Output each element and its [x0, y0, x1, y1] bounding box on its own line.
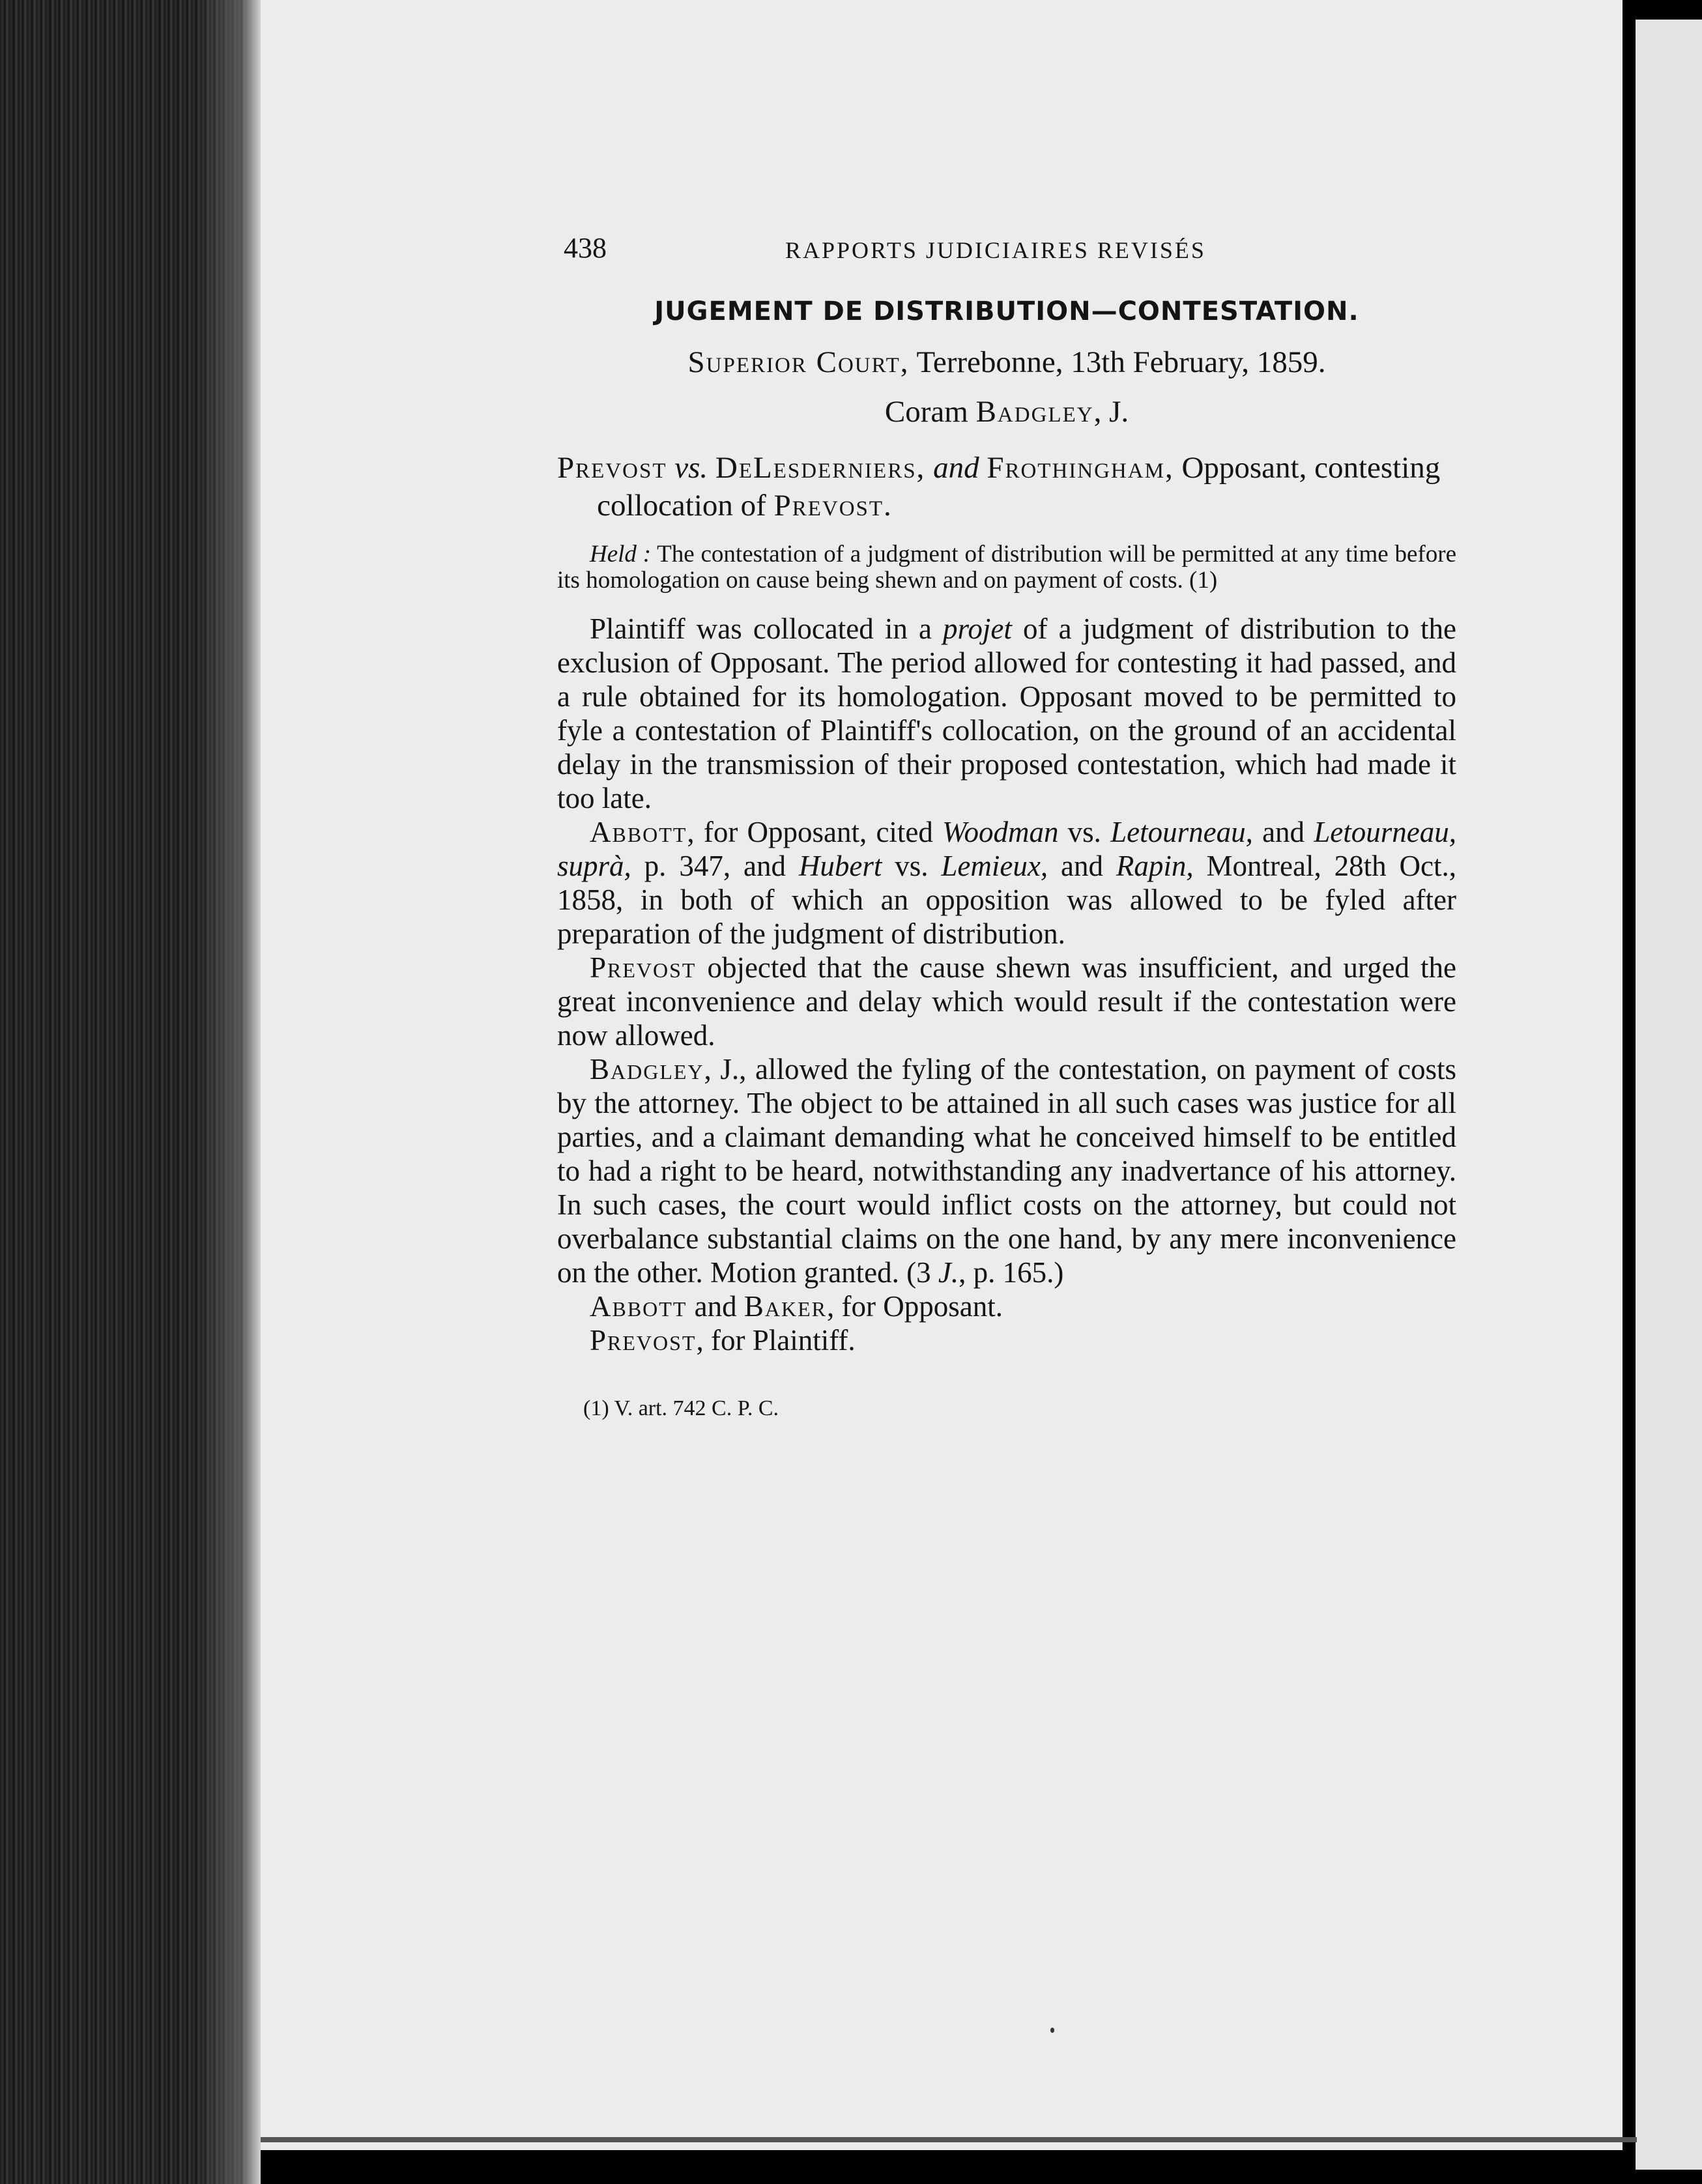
paragraph-1: [557, 612, 1456, 815]
counsel-prevost: Prevost: [590, 1324, 697, 1357]
counsel-plaintiff-role: , for Plaintiff.: [696, 1324, 856, 1357]
coram-line: [557, 394, 1456, 429]
page-content: [557, 231, 1456, 1421]
party-defendant: DeLesderniers,: [715, 451, 926, 485]
counsel-line-plaintiff: [557, 1323, 1456, 1357]
court-name: Superior Court,: [687, 345, 910, 379]
para2-case-rapin: Rapin,: [1116, 850, 1194, 882]
para4-text-a: , J., allowed the fyling of the contestation, on payment of costs by the attorney. The object to be attained in all such cases was justice for all parties, and a claimant demanding what he conceived himself to be entitled to had a right to be heard, notwithstanding any inadvertance of his attorney. In such cases, the court would inflict costs on the attorney, but could not overbalance substantial claims on the one hand, by any mere inconvenience on the other. Motion granted. (3: [557, 1053, 1456, 1289]
counsel-baker: Baker: [743, 1290, 827, 1323]
para2-case-letourneau-supra: Letourneau, suprà,: [557, 816, 1456, 882]
para2-case-hubert: Hubert: [798, 850, 882, 882]
para1-text-a: Plaintiff was collocated in a: [590, 612, 944, 645]
case-parties: [557, 449, 1456, 524]
para3-party: Prevost: [590, 951, 697, 984]
page-edge-shadow: [195, 0, 261, 2184]
court-line: [557, 345, 1456, 380]
para2-text-c: and: [1252, 816, 1314, 848]
para2-text-e: vs.: [882, 850, 942, 882]
body-text: [557, 612, 1456, 1289]
headnote: [557, 541, 1456, 594]
headnote-text: The contestation of a judgment of distribution will be permitted at any time before its homologation on cause being shewn and on payment of costs. (1): [557, 541, 1456, 594]
paragraph-2: [557, 815, 1456, 951]
para2-case-woodman: Woodman: [942, 816, 1059, 848]
para2-case-lemieux: Lemieux,: [941, 850, 1048, 882]
para1-text-b: of a judgment of distribution to the exclusion of Opposant. The period allowed for contesting it had passed, and a rule obtained for its homologation. Opposant moved to be permitted to fyle a contestation of Plaintiff's collocation, on the ground of an accidental delay in the transmission of their proposed contestation, which had made it too late.: [557, 612, 1456, 814]
para4-italic-ref: J.: [938, 1256, 959, 1289]
para2-counsel: Abbott: [590, 816, 687, 848]
counsel-line-opposant: [557, 1289, 1456, 1323]
counsel-opposant-role: , for Opposant.: [827, 1290, 1003, 1323]
party-opposant: Frothingham,: [987, 451, 1174, 485]
para4-text-b: , p. 165.): [959, 1256, 1064, 1289]
party-and: and: [925, 451, 987, 485]
page-number: 438: [564, 232, 607, 264]
counsel-abbott: Abbott: [590, 1290, 687, 1323]
running-title: RAPPORTS JUDICIAIRES REVISÉS: [785, 237, 1206, 263]
party-end: .: [884, 489, 891, 523]
para2-text-f: and: [1048, 850, 1116, 882]
coram-suffix: , J.: [1093, 395, 1129, 429]
party-plaintiff: Prevost: [557, 451, 667, 485]
para2-text-b: vs.: [1058, 816, 1111, 848]
running-head: [557, 231, 1456, 270]
court-place-date: Terrebonne, 13th February, 1859.: [909, 345, 1326, 379]
paragraph-4: [557, 1052, 1456, 1289]
section-title: JUGEMENT DE DISTRIBUTION—CONTESTATION.: [654, 296, 1359, 326]
para2-text-d: p. 347, and: [631, 850, 799, 882]
party-contested: Prevost: [773, 489, 884, 523]
para3-text: objected that the cause shewn was insufficient, and urged the great inconvenience and delay which would result if the contestation were now allowed.: [557, 951, 1456, 1052]
party-opposant-role: Opposant, contesting collocation of: [597, 451, 1441, 523]
footnote: (1) V. art. 742 C. P. C.: [583, 1396, 779, 1420]
para2-case-letourneau: Letourneau,: [1110, 816, 1253, 848]
headnote-label: Held :: [590, 541, 652, 568]
para2-text-g: Montreal, 28th Oct., 1858, in both of which an opposition was allowed to be fyled after preparation of the judgment of distribution.: [557, 850, 1456, 950]
coram-judge: Badgley: [975, 395, 1094, 429]
party-vs: vs.: [667, 451, 715, 485]
counsel-and: and: [687, 1290, 744, 1323]
ink-speck: [1050, 2028, 1054, 2033]
facing-page-strip: [1636, 20, 1702, 2170]
coram-prefix: Coram: [884, 395, 976, 429]
para1-italic-projet: projet: [943, 612, 1012, 645]
para2-text-a: , for Opposant, cited: [687, 816, 943, 848]
page-bottom-edge: [261, 2137, 1637, 2142]
para4-judge: Badgley: [590, 1053, 704, 1085]
paragraph-3: [557, 951, 1456, 1052]
